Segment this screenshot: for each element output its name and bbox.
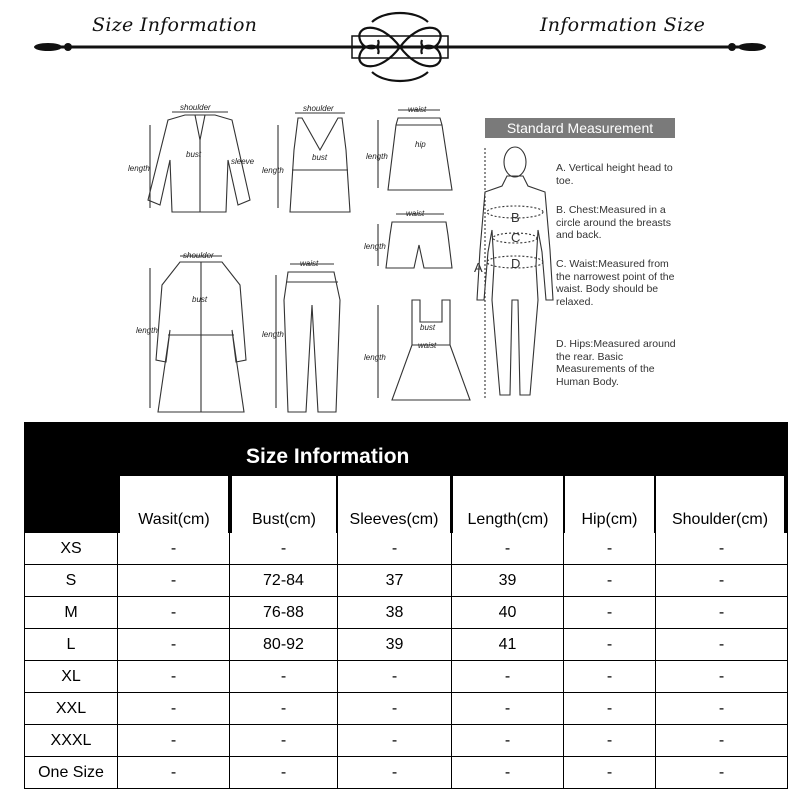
value-cell: 39 [452, 565, 564, 597]
value-cell: - [564, 693, 656, 725]
note-d [556, 338, 682, 388]
value-cell: - [118, 693, 230, 725]
note-b [556, 204, 682, 242]
label-shoulder: shoulder [180, 103, 211, 112]
note-b-letter: B. [556, 204, 566, 216]
value-cell: - [452, 661, 564, 693]
label-waist-3: waist [300, 259, 319, 268]
size-cell: M [24, 597, 118, 629]
value-cell: - [656, 661, 788, 693]
table-row [24, 661, 788, 693]
note-b-text: Chest:Measured in a circle around the breasts and back. [556, 204, 671, 241]
value-cell: - [656, 757, 788, 789]
column-header-bust: Bust(cm) [232, 476, 336, 533]
note-d-letter: D. [556, 338, 567, 350]
value-cell: - [656, 565, 788, 597]
label-length-6: length [262, 330, 284, 339]
value-cell: - [338, 661, 452, 693]
size-cell: L [24, 629, 118, 661]
value-cell: - [230, 757, 338, 789]
value-cell: - [564, 533, 656, 565]
label-length: length [128, 164, 150, 173]
column-header-length: Length(cm) [453, 476, 563, 533]
standard-measurement-header: Standard Measurement [485, 118, 675, 138]
value-cell: - [338, 725, 452, 757]
note-a [556, 162, 682, 187]
body-letter-c: C [511, 230, 521, 245]
value-cell: - [564, 629, 656, 661]
label-shoulder-2: shoulder [303, 104, 334, 113]
table-row [24, 629, 788, 661]
size-cell: XS [24, 533, 118, 565]
body-letter-a: A [474, 260, 483, 275]
size-cell: S [24, 565, 118, 597]
note-a-text: Vertical height head to toe. [556, 162, 673, 187]
note-c-text: Waist:Measured from the narrowest point of the waist. Body should be relaxed. [556, 258, 675, 308]
note-d-text: Hips:Measured around the rear. Basic Measurements of the Human Body. [556, 338, 676, 388]
note-c-letter: C. [556, 258, 567, 270]
value-cell: - [656, 693, 788, 725]
table-row [24, 725, 788, 757]
label-length-5: length [136, 326, 158, 335]
value-cell: - [338, 533, 452, 565]
label-length-2: length [262, 166, 284, 175]
value-cell: - [338, 757, 452, 789]
value-cell: - [118, 565, 230, 597]
value-cell: - [452, 725, 564, 757]
value-cell: 38 [338, 597, 452, 629]
value-cell: - [118, 661, 230, 693]
value-cell: - [452, 693, 564, 725]
body-letter-d: D [511, 256, 521, 271]
size-table [24, 422, 788, 794]
value-cell: - [230, 533, 338, 565]
value-cell: - [118, 629, 230, 661]
value-cell: 37 [338, 565, 452, 597]
label-bust-4: bust [420, 323, 436, 332]
label-waist-4: waist [418, 341, 437, 350]
banner-title-right: Information Size [540, 14, 706, 36]
label-length-3: length [366, 152, 388, 161]
label-waist: waist [408, 105, 427, 114]
value-cell: - [656, 725, 788, 757]
value-cell: - [118, 757, 230, 789]
label-bust-3: bust [192, 295, 208, 304]
label-length-4: length [364, 242, 386, 251]
value-cell: - [656, 629, 788, 661]
table-row [24, 565, 788, 597]
value-cell: 40 [452, 597, 564, 629]
table-title: Size Information [246, 445, 410, 468]
value-cell: - [230, 693, 338, 725]
value-cell: - [118, 725, 230, 757]
value-cell: - [452, 533, 564, 565]
label-hip: hip [415, 140, 426, 149]
value-cell: 76-88 [230, 597, 338, 629]
value-cell: - [564, 597, 656, 629]
value-cell: 80-92 [230, 629, 338, 661]
value-cell: - [118, 533, 230, 565]
column-header-hip: Hip(cm) [565, 476, 654, 533]
value-cell: - [656, 597, 788, 629]
value-cell: - [564, 725, 656, 757]
body-letter-b: B [511, 210, 520, 225]
value-cell: - [230, 661, 338, 693]
value-cell: - [230, 725, 338, 757]
table-row [24, 693, 788, 725]
size-cell: XXL [24, 693, 118, 725]
note-c [556, 258, 682, 308]
label-bust: bust [186, 150, 202, 159]
value-cell: - [564, 565, 656, 597]
column-header-sleeves: Sleeves(cm) [338, 476, 450, 533]
value-cell: 72-84 [230, 565, 338, 597]
label-length-7: length [364, 353, 386, 362]
label-sleeve: sleeve [231, 157, 255, 166]
column-header-shoulder: Shoulder(cm) [656, 476, 784, 533]
table-row [24, 757, 788, 789]
value-cell: 41 [452, 629, 564, 661]
size-cell: One Size [24, 757, 118, 789]
value-cell: - [118, 597, 230, 629]
value-cell: 39 [338, 629, 452, 661]
value-cell: - [564, 661, 656, 693]
label-shoulder-3: shoulder [183, 251, 214, 260]
column-header-waist: Wasit(cm) [120, 476, 228, 533]
label-bust-2: bust [312, 153, 328, 162]
table-row [24, 533, 788, 565]
value-cell: - [564, 757, 656, 789]
label-waist-2: waist [406, 209, 425, 218]
banner-title-left: Size Information [92, 14, 258, 36]
table-row [24, 597, 788, 629]
size-cell: XL [24, 661, 118, 693]
note-a-letter: A. [556, 162, 566, 174]
value-cell: - [338, 693, 452, 725]
value-cell: - [452, 757, 564, 789]
size-cell: XXXL [24, 725, 118, 757]
value-cell: - [656, 533, 788, 565]
